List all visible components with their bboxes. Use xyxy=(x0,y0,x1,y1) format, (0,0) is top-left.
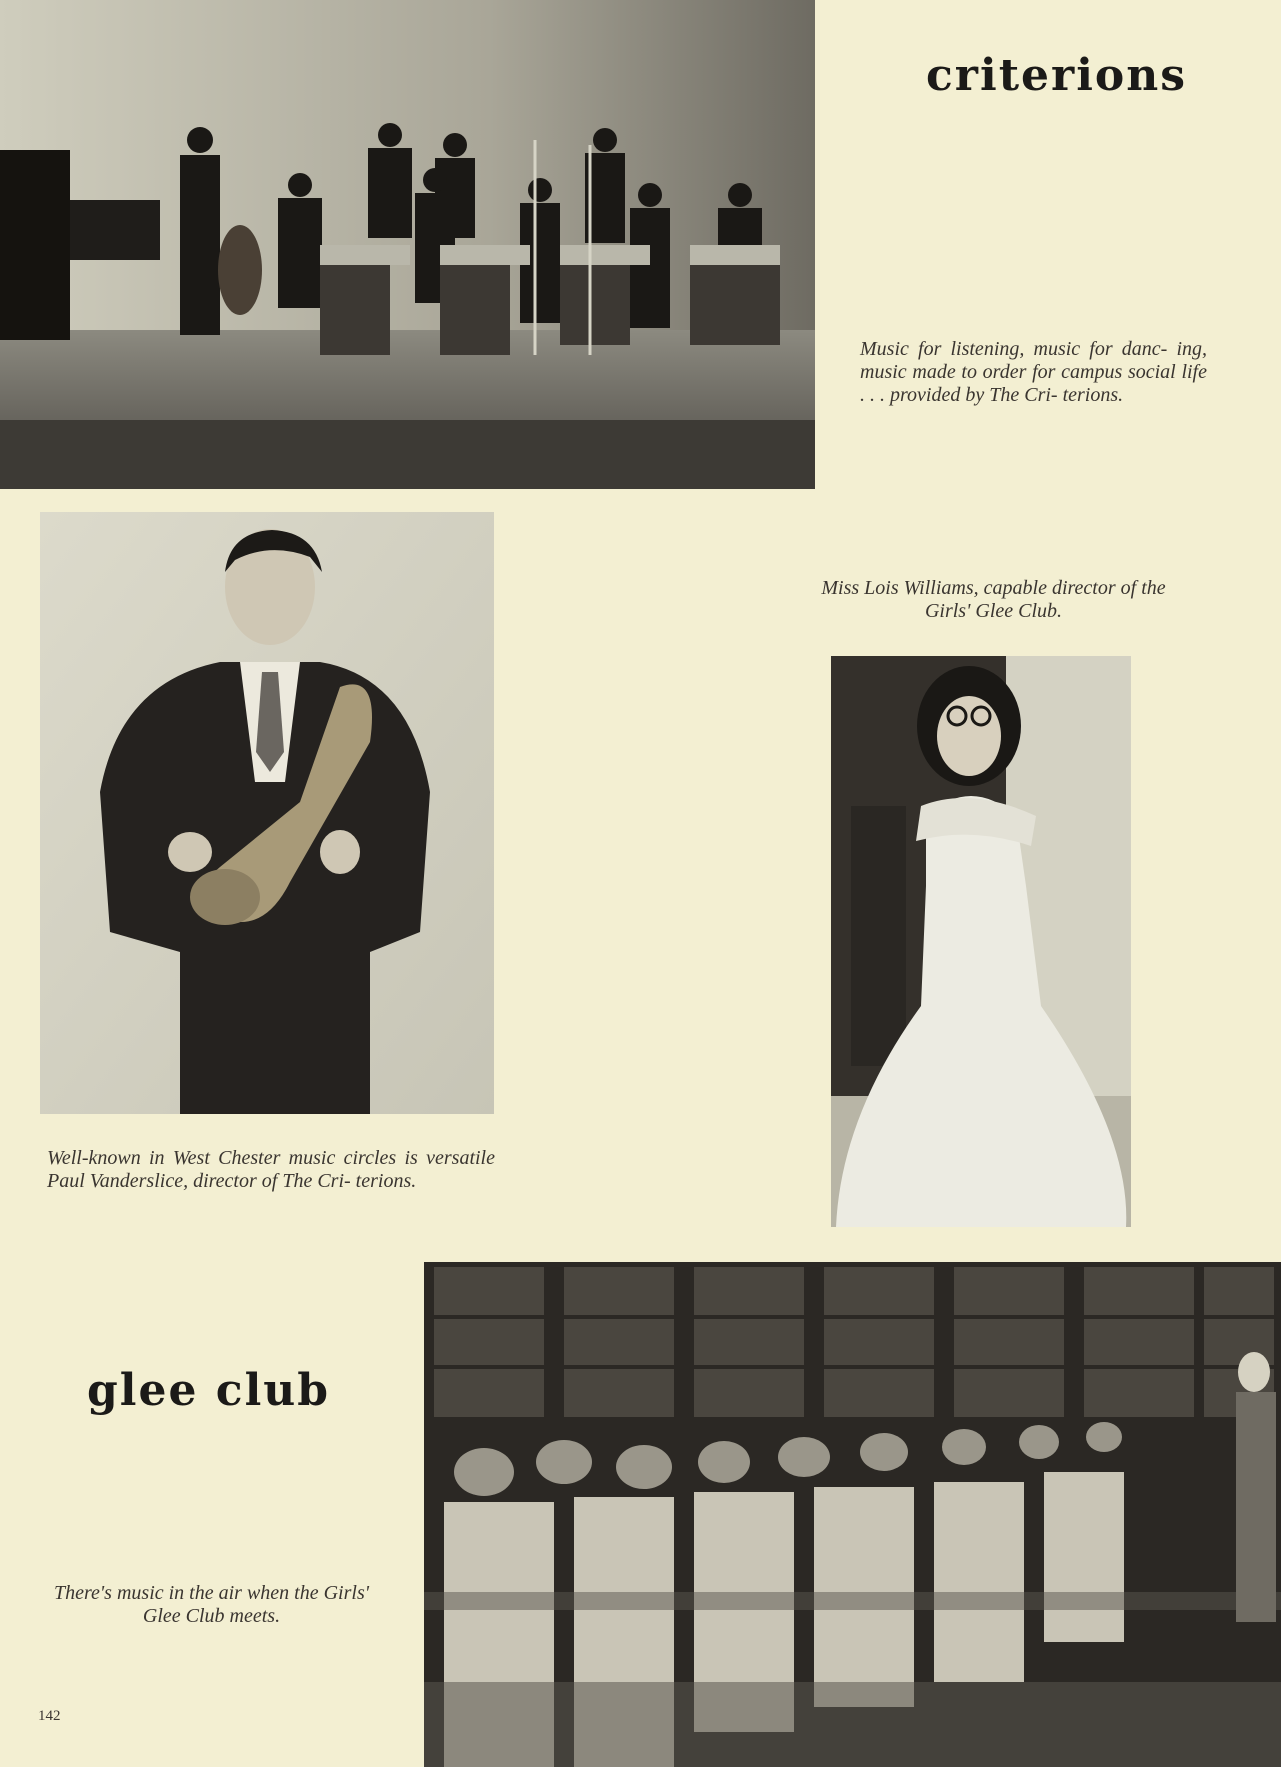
glee-club-image xyxy=(424,1262,1281,1767)
page-number: 142 xyxy=(38,1708,61,1724)
glee-club-caption: There's music in the air when the Girls' Glee Club meets. xyxy=(53,1582,370,1627)
criterions-heading: criterions xyxy=(926,50,1188,101)
lois-williams-photo xyxy=(831,656,1131,1227)
glee-club-heading: glee club xyxy=(87,1365,331,1416)
saxophonist-caption: Well-known in West Chester music circles is versatile Paul Vanderslice, director of The Cri- terions. xyxy=(47,1147,495,1192)
saxophonist-photo xyxy=(40,512,494,1114)
glee-club-photo xyxy=(424,1262,1281,1767)
band-photo xyxy=(0,0,815,489)
criterions-caption: Music for listening, music for danc- ing, music made to order for campus social life . . . provided by The Cri- terions. xyxy=(860,338,1207,406)
saxophonist-image xyxy=(40,512,494,1114)
lois-williams-caption: Miss Lois Williams, capable director of the Girls' Glee Club. xyxy=(821,577,1166,622)
band-photo-image xyxy=(0,0,815,489)
lois-williams-image xyxy=(831,656,1131,1227)
